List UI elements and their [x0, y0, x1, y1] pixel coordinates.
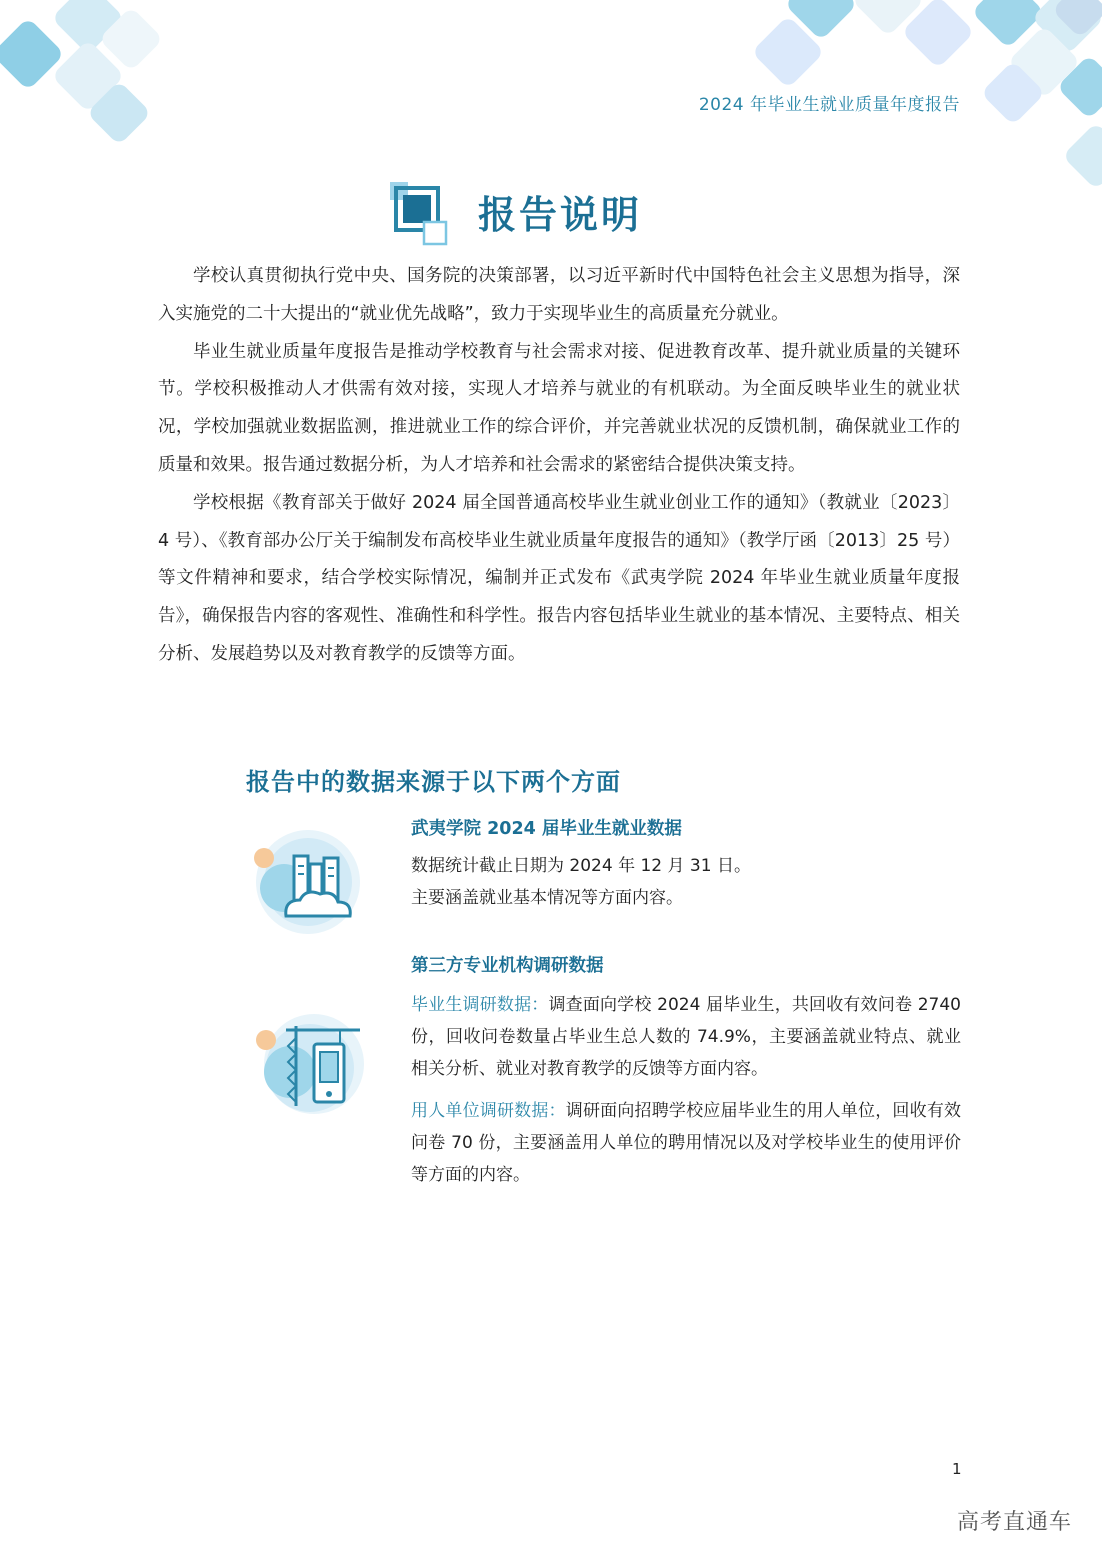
graduate-survey-description	[411, 989, 961, 1085]
page-title-block	[390, 182, 730, 248]
third-party-source-title: 第三方专业机构调研数据	[411, 956, 604, 976]
sources-heading: 报告中的数据来源于以下两个方面	[246, 768, 621, 796]
graduate-survey-text: 调查面向学校 2024 届毕业生，共回收有效问卷 2740 份，回收问卷数量占毕业生总人数的 74.9%，主要涵盖就业特点、就业相关分析、就业对教育教学的反馈等方面内容。	[411, 995, 961, 1079]
paragraph-1: 学校认真贯彻执行党中央、国务院的决策部署，以习近平新时代中国特色社会主义思想为指导，深入实施党的二十大提出的“就业优先战略”，致力于实现毕业生的高质量充分就业。	[158, 266, 960, 324]
school-data-source	[411, 815, 961, 914]
third-party-data-source	[411, 952, 961, 1191]
school-source-scope: 主要涵盖就业基本情况等方面内容。	[411, 888, 683, 908]
paragraph-2: 毕业生就业质量年度报告是推动学校教育与社会需求对接、促进教育改革、提升就业质量的关键环节。学校积极推动人才供需有效对接，实现人才培养与就业的有机联动。为全面反映毕业生的就业状况，学校加强就业数据监测，推进就业工作的综合评价，并完善就业状况的反馈机制，确保就业工作的质量和效果。报告通过数据分析，为人才培养和社会需求的紧密结合提供决策支持。	[158, 341, 960, 475]
employer-survey-description	[411, 1095, 961, 1191]
watermark: 高考直通车	[956, 1510, 1072, 1535]
header-title: 2024 年毕业生就业质量年度报告	[698, 95, 960, 115]
survey-tools-icon	[250, 1010, 370, 1130]
school-source-title: 武夷学院 2024 届毕业生就业数据	[411, 819, 682, 839]
graduate-survey-label: 毕业生调研数据：	[411, 995, 549, 1015]
city-cloud-icon	[250, 828, 370, 948]
page-number: 1	[952, 1460, 962, 1478]
title-square-icon	[390, 182, 450, 248]
page-title: 报告说明	[478, 193, 643, 237]
school-source-date: 数据统计截止日期为 2024 年 12 月 31 日。	[411, 856, 751, 876]
intro-text	[158, 258, 960, 674]
employer-survey-text: 调研面向招聘学校应届毕业生的用人单位，回收有效问卷 70 份，主要涵盖用人单位的聘用情况以及对学校毕业生的使用评价等方面的内容。	[411, 1101, 962, 1185]
paragraph-3: 学校根据《教育部关于做好 2024 届全国普通高校毕业生就业创业工作的通知》（教就业〔2023〕4 号）、《教育部办公厅关于编制发布高校毕业生就业质量年度报告的通知》（教学厅函〔2013〕25 号）等文件精神和要求，结合学校实际情况，编制并正式发布《武夷学院 2024 年毕业生就业质量年度报告》，确保报告内容的客观性、准确性和科学性。报告内容包括毕业生就业的基本情况、主要特点、相关分析、发展趋势以及对教育教学的反馈等方面。	[158, 492, 960, 664]
employer-survey-label: 用人单位调研数据：	[411, 1101, 566, 1121]
